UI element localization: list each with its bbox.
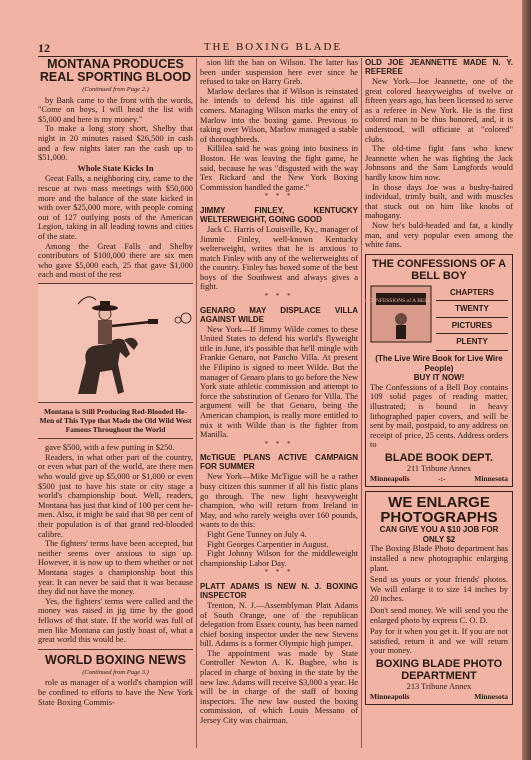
binding-edge [522, 0, 531, 760]
subheading: Whole State Kicks In [77, 163, 154, 173]
jeannette-headline: OLD JOE JEANNETTE MADE N. Y. REFEREE [365, 58, 513, 76]
article-paragraph: In those days Joe was a bushy-haired individual, trimly built, and with muscles that stuck out on him like knobs of mahogany. [365, 182, 513, 221]
article-paragraph: Great Falls, a neighboring city, came to the rescue at two mass meetings with $50,000 more and the balance of the state kicked in with over $25,000 more, with people coming out of 127 outlying posts of the American Legion, taking in all leading towns and cities of the state. [38, 174, 193, 241]
mctigue-headline: McTIGUE PLANS ACTIVE CAMPAIGN FOR SUMMER [200, 453, 358, 472]
ad-tagline: (The Live Wire Book for Live Wire People) [375, 354, 503, 373]
ad-city: Minneapolis [370, 691, 410, 701]
ad-paragraph: The Boxing Blade Photo department has installed a new photographic enlarging plant. [370, 544, 508, 573]
continued-note: (Continued from Page 3.) [82, 668, 149, 676]
ad-body: The Confessions of a Bell Boy contains 109 solid pages of reading matter, illustrated; is bound in heavy lithographed paper covers, and will be sent by mail, postpaid, to any address on receipt of price, 25 cents. Address orders to [370, 382, 508, 450]
ad-address: 211 Tribune Annex [406, 464, 472, 473]
article-paragraph: Among the Great Falls and Shelby contributors of $100,000 there are six men who gave $5,000 each, 25 that gave $1,000 each and most of the rest [38, 241, 193, 280]
divider [38, 438, 193, 439]
book-labels [436, 285, 508, 351]
divider [38, 649, 193, 650]
article-paragraph: New York—If Jimmy Wilde comes to these United States to defend his world's flyweight title in June, it's possible that he'll mingle with Frankie Genaro, not Pancho Villa. At present the Filipino is signed to meet Wilde. But the manager of Genaro plans to go before the New York state athletic commission and attempt to force the substitution of Genaro for Villa. The argument will be that Genaro, being the American champion, is really more entitled to mix it with Wilde than is the fighter from Manilla. [200, 324, 358, 440]
ad-paragraph: Send us yours or your friends' photos. We will enlarge it to size 14 inches by 20 inches. [370, 575, 508, 604]
book-row [358, 285, 508, 351]
cowboy-illustration [38, 283, 193, 403]
book-cover-image [358, 285, 444, 343]
column-2 [200, 58, 358, 726]
ad-title-1: WE ENLARGE [388, 494, 490, 512]
ad-city-sep: -:- [438, 473, 446, 483]
label-pictures: PICTURES [436, 318, 508, 335]
article-paragraph: role as manager of a world's champion will be confined to efforts to have the New York State Boxing Commis- [38, 678, 193, 707]
world-boxing-news-headline: WORLD BOXING NEWS [45, 652, 186, 667]
section-stars: * * * [264, 292, 294, 301]
ad-city-row [370, 692, 508, 702]
section-stars: * * * [264, 439, 294, 448]
article-paragraph: Jack C. Harris of Louisville, Ky., manager of Jimmie Finley, well-known Kentucky welterweight, writes that he is anxious to match Finley with any of the welterweights of the country. Finley has boxed some of the best boys of the Southwest and always gives a fight. [200, 224, 358, 292]
article-paragraph: Killilea said he was going into business in Boston. He was leaving the fight game, he said, because he was "disgusted with the way Tex Rickard and the New York Boxing Commission handled the game." [200, 144, 358, 192]
illustration-caption: Montana is Still Producing Red-Blooded He-Men of This Type that Made the Old Wild West Famous Throughout the World [39, 407, 192, 434]
label-twenty: TWENTY [436, 301, 508, 318]
column-3 [358, 58, 513, 705]
ad-city: Minneapolis [370, 473, 410, 483]
article-paragraph: New York—Joe Jeannette, one of the great colored heavyweights of twelve or fifteen years ago, has been licensed to serve as a referee in New York. He is the first colored man to be thus honored, and, it is understood, will officiate at "colored" clubs. [365, 77, 513, 144]
column-divider [361, 58, 362, 748]
article-paragraph: Fight Georges Carpentier in August. [207, 539, 329, 549]
finley-headline: JIMMY FINLEY, KENTUCKY WELTERWEIGHT, GOING GOOD [200, 205, 358, 224]
article-paragraph: The appointment was made by State Controller Newton A. K. Bugbee, who is placed in charge of boxing in the state by the new law. Adams will receive $3,000 a year. He will be in charge of the staff of boxing inspectors. The new law ousted the boxing commission, of which Louis Messano of Jersey City was chairman. [200, 648, 358, 726]
article-paragraph: The fighters' terms have been accepted, but neither seems over anxious to sign up. However, it is now up to them whether or not Montana stages a championship bout this year. It can never be said that it was because they did not have the money. [38, 539, 193, 597]
masthead-title: THE BOXING BLADE [203, 41, 343, 53]
column-divider [196, 58, 197, 748]
ad-title: THE CONFESSIONS OF A BELL BOY [371, 257, 507, 282]
article-paragraph: sion lift the ban on Wilson. The latter has been under suspension here ever since he refused to take on Harry Greb. [200, 58, 358, 87]
article-paragraph: Readers, in what other part of the country, or even what part of the world, are there men who would give up $5,000 or $1,000 or even $500 just to have his state or city stage a world's championship bout. Well, readers, Montana has just that kind of 100 per cent he-men. Also, it might be said that 98 per cent of their population is of that grand red-blooded calibre. [38, 452, 193, 539]
article-paragraph: Marlow declares that if Wilson is reinstated he intends to defend his title against all comers. Managing Wilson marks the entry of Marlow into the boxing game. Previous to taking over Wilson, Marlow managed a stable of thoroughbreds. [200, 86, 358, 144]
ad-city-row [370, 474, 508, 484]
ad-state: Minnesota [474, 691, 508, 701]
page-header [38, 42, 508, 57]
article-paragraph: Fight Gene Tunney on July 4. [207, 529, 307, 539]
article-paragraph: Trenton, N. J.—Assemblyman Platt Adams of South Orange, one of the republican delegation from Essex county, has been named chief boxing inspector under the new Stevens bill. Adams is a former Olympic high jumper. [200, 600, 358, 649]
ad-address: 213 Tribune Annex [406, 681, 472, 691]
ad-title-2: PHOTOGRAPHS [380, 509, 498, 527]
continued-note: (Continued from Page 2.) [82, 86, 149, 93]
platt-adams-headline: PLATT ADAMS IS NEW N. J. BOXING INSPECTOR [200, 581, 358, 600]
article-paragraph: The old-time fight fans who knew Jeannette when he was fighting the Jack Johnsons and the Sam Langfords would hardly know him now. [365, 144, 513, 182]
label-chapters: CHAPTERS [436, 285, 508, 302]
section-stars: * * * [264, 568, 294, 577]
ad-paragraph: Pay for it when you get it. If you are not satisfied, return it and we will return your money. [370, 627, 508, 656]
ad-buy-now: BUY IT NOW! [413, 373, 465, 383]
label-plenty: PLENTY [436, 334, 508, 351]
article-paragraph: Fight Johnny Wilson for the middleweight championship Labor Day. [200, 549, 358, 568]
genaro-headline: GENARO MAY DISPLACE VILLA AGAINST WILDE [200, 305, 358, 324]
article-paragraph: Yes, the fighters' terms were called and the money was raised in jig time by the good fellows of that state. If the world was full of men like Montana can justly boast of, what a great world this would be. [38, 596, 193, 645]
article-paragraph: by Bank came to the front with the words, "Come on boys, I will head the list with $5,000 and here is my money." [38, 95, 193, 124]
bell-boy-book-ad [358, 254, 513, 488]
article-paragraph: Now he's bald-headed and fat, a kindly man, and very popular even among the white fans. [365, 220, 513, 250]
page-number: 12 [38, 41, 50, 55]
ad-dept: BOXING BLADE PHOTO DEPARTMENT [375, 657, 503, 682]
ad-state: Minnesota [474, 473, 508, 483]
article-paragraph: New York—Mike McTigue will be a rather busy citizen this summer if all his fistic plans go through. The new light heavyweight champion, who will return from Ireland in May, and who rarely weighs over 160 pounds, wants to do this: [200, 472, 358, 530]
photo-enlarge-ad [365, 491, 513, 705]
montana-headline: MONTANA PRODUCES REAL SPORTING BLOOD [39, 57, 192, 84]
book-cover-text: The CONFESSIONS of A BELL BOY [358, 297, 444, 304]
article-paragraph: gave $500, with a few putting in $250. [45, 443, 175, 453]
article-paragraph: To make a long story short, Shelby that night in 20 minutes raised $26,500 in cash and a few nights later ran the cash up to $51,000. [38, 124, 193, 163]
ad-paragraph: Don't send money. We will send you the enlarged photo by express C. O. D. [370, 605, 508, 625]
column-1 [38, 58, 193, 707]
ad-dept: BLADE BOOK DEPT. [384, 452, 494, 464]
section-stars: * * * [264, 192, 294, 201]
ad-offer: CAN GIVE YOU A $10 JOB FOR ONLY $2 [379, 525, 499, 544]
